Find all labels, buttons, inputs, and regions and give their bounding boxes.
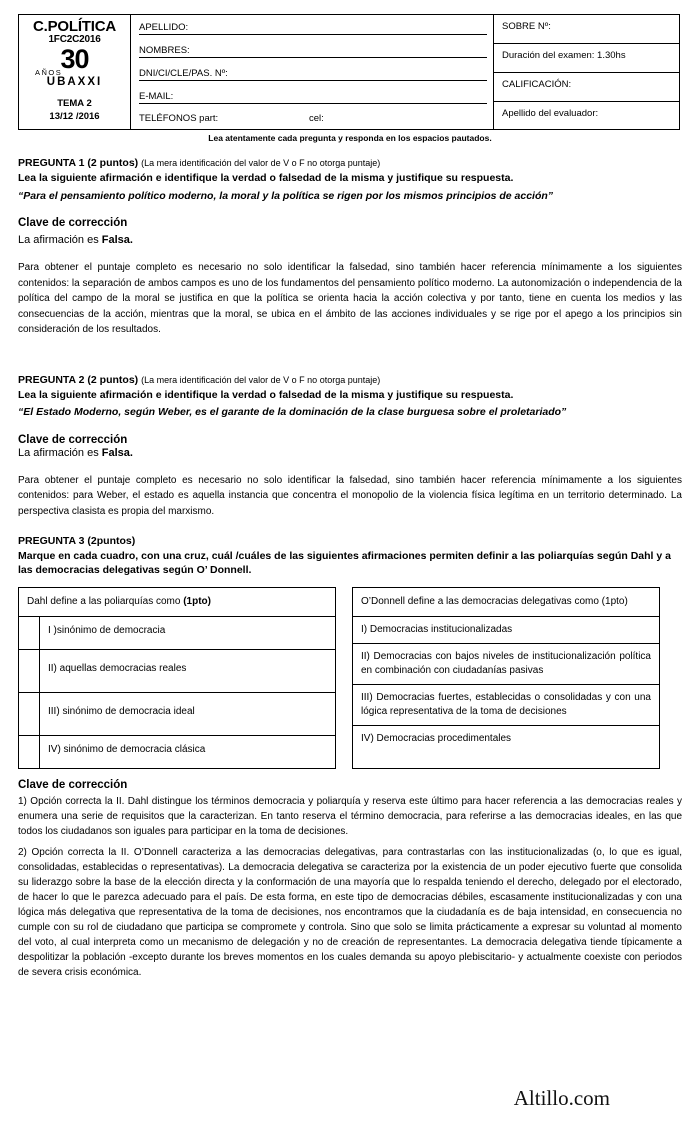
dahl-checkbox-2[interactable] bbox=[19, 650, 40, 692]
field-apellido-label: APELLIDO: bbox=[139, 22, 189, 33]
dahl-option-2[interactable] bbox=[19, 650, 335, 693]
odonnell-option-3[interactable] bbox=[353, 685, 659, 726]
spacer-1 bbox=[18, 354, 682, 374]
question-2-heading bbox=[18, 374, 682, 386]
question-3-tables bbox=[18, 587, 682, 769]
question-1-verdict-value: Falsa. bbox=[101, 234, 133, 247]
dahl-table-header-points: (1pto) bbox=[183, 596, 211, 608]
question-2-instruction: Lea la siguiente afirmación e identifique la verdad o falsedad de la misma y justifique su respuesta. bbox=[18, 388, 514, 401]
dahl-option-4[interactable] bbox=[19, 736, 335, 768]
odonnell-option-1[interactable] bbox=[353, 617, 659, 644]
watermark: Altillo.com bbox=[513, 1086, 610, 1110]
question-2-verdict bbox=[18, 447, 682, 459]
header-admin-fields bbox=[494, 15, 679, 129]
field-duracion: Duración del examen: 1.30hs bbox=[494, 44, 679, 73]
question-1-note: (La mera identificación del valor de V o F no otorga puntaje) bbox=[141, 158, 381, 169]
question-3-title: PREGUNTA 3 (2puntos) bbox=[18, 535, 136, 548]
header-logo-cell bbox=[19, 15, 131, 129]
dahl-table-header bbox=[19, 588, 335, 617]
question-1-verdict-pre: La afirmación es bbox=[18, 234, 102, 247]
field-celular-label: cel: bbox=[309, 113, 324, 125]
question-2-title: PREGUNTA 2 (2 puntos) bbox=[18, 373, 139, 386]
question-3-heading bbox=[18, 535, 682, 547]
dahl-checkbox-1[interactable] bbox=[19, 617, 40, 649]
question-3-answer-2: 2) Opción correcta la II. O’Donnell caracteriza a las democracias delegativas, para contrastarlas con las institucionalizadas (o, lo que es igual, consolidadas, establecidas o representativas). La democracia delegativa se caracteriza por la existencia de un poder ejecutivo fuerte que consolida su liderazgo sobre la base de la elección directa y la conformación de una mayoría que lo respalda teniendo el derecho, delegado por el electorado, de hacer lo que le parezca adecuado para el país. De esta forma, en este tipo de democracias débiles, escasamente institucionalizadas y con una lógica más delegativa que representativa de la toma de decisiones, nos encontramos que la ciudadanía es de baja intensidad, en consecuencia no cumple con su rol de ciudadano que participa se compromete y controla. Sino que solo se limita prácticamente a expresar su voluntad al momento del voto, al cual interpreta como un mecanismo de delegación y no de creación de representantes. La democracia delegativa tiende típicamente a despolitizar la población -excepto durante los breves momentos en los cuales demanda su apoyo plebiscitario- y actualmente coexiste con periodos de severa crisis económica. bbox=[18, 846, 682, 978]
field-telefonos-label: TELÉFONOS part: bbox=[139, 113, 219, 125]
dahl-table-header-text: Dahl define a las poliarquías como bbox=[27, 596, 184, 608]
brand-name: UBAXXI bbox=[46, 76, 103, 89]
anniversary-label: AÑOS bbox=[35, 67, 63, 77]
anniversary-number: 30 bbox=[60, 43, 89, 74]
dahl-checkbox-3[interactable] bbox=[19, 693, 40, 735]
field-documento[interactable] bbox=[139, 65, 487, 81]
dahl-option-2-label: II) aquellas democracias reales bbox=[48, 662, 187, 674]
question-1-block bbox=[18, 157, 682, 337]
odonnell-option-3-label: III) Democracias fuertes, establecidas o consolidadas y con una lógica representativa de la toma de decisiones bbox=[361, 691, 651, 717]
odonnell-option-2-label: II) Democracias con bajos niveles de institucionalización política en combinación con ciudadanías pasivas bbox=[361, 650, 651, 676]
question-1-answer: Para obtener el puntaje completo es necesario no solo identificar la falsedad, sino también hacer referencia mínimamente a los siguientes contenidos: la separación de ambos campos es uno de los fundamentos del pensamiento político moderno. La autonomización o independencia de la política del campo de la moral se justifica en que la política se orienta hacia la acción colectiva y por tanto, tiene en cuenta los medios y las consecuencias de la acción, mientras que la moral, se ubica en el ámbito de las acciones individuales y se rige por el apego a los principios sin consideración de los resultados. bbox=[18, 262, 682, 336]
question-2-statement: “El Estado Moderno, según Weber, es el garante de la dominación de la clase burguesa sobre el proletariado” bbox=[18, 405, 567, 418]
field-email[interactable] bbox=[139, 88, 487, 104]
odonnell-table-header: O’Donnell define a las democracias delegativas como (1pto) bbox=[353, 588, 659, 617]
field-nombres-label: NOMBRES: bbox=[139, 44, 190, 56]
question-3-answer-1: 1) Opción correcta la II. Dahl distingue los términos democracia y poliarquía y reserva este último para hacer referencia a las democracias reales y enumera una serie de requisitos que la caracterizan. En tanto reserva el término democracia, para referirse a las democracias ideales, en las que todos los ciudadanos son iguales para participar en la toma de decisiones. bbox=[18, 795, 682, 837]
field-apellido[interactable] bbox=[139, 19, 487, 35]
course-title: C.POLÍTICA bbox=[33, 18, 116, 35]
question-2-block bbox=[18, 374, 682, 519]
odonnell-option-4-label: IV) Democracias procedimentales bbox=[361, 732, 512, 744]
question-2-answer: Para obtener el puntaje completo es necesario no solo identificar la falsedad, sino también hacer referencia mínimamente a los siguientes contenidos: para Weber, el estado es aquella instancia que concentra el monopolio de la violencia física legítima en un territorio determinado. La perspectiva clasista es propia del marxismo. bbox=[18, 474, 682, 517]
dahl-table bbox=[18, 587, 336, 769]
dahl-checkbox-4[interactable] bbox=[19, 736, 40, 768]
odonnell-option-4[interactable] bbox=[353, 726, 659, 752]
question-1-title: PREGUNTA 1 (2 puntos) bbox=[18, 157, 139, 170]
odonnell-option-2[interactable] bbox=[353, 644, 659, 685]
question-1-instruction: Lea la siguiente afirmación e identifique la verdad o falsedad de la misma y justifique su respuesta. bbox=[18, 172, 514, 185]
dahl-option-3[interactable] bbox=[19, 693, 335, 736]
question-3-clave-label: Clave de corrección bbox=[18, 778, 128, 791]
dahl-option-1[interactable] bbox=[19, 617, 335, 650]
dahl-option-1-label: I )sinónimo de democracia bbox=[48, 624, 166, 636]
exam-date: 13/12 /2016 bbox=[49, 110, 100, 122]
question-1-heading bbox=[18, 157, 682, 169]
odonnell-option-1-label: I) Democracias institucionalizadas bbox=[361, 623, 513, 635]
question-3-instruction: Marque en cada cuadro, con una cruz, cuál /cuáles de las siguientes afirmaciones permiten definir a las poliarquías según Dahl y a las democracias delegativas según O’ Donnell. bbox=[18, 550, 671, 577]
instructions-note: Lea atentamente cada pregunta y responda en los espacios pautados. bbox=[208, 133, 492, 144]
odonnell-table bbox=[352, 587, 660, 769]
course-code: 1FC2C2016 bbox=[48, 33, 101, 45]
dahl-option-4-label: IV) sinónimo de democracia clásica bbox=[48, 743, 206, 755]
question-1-clave-label: Clave de corrección bbox=[18, 217, 128, 230]
field-telefonos[interactable] bbox=[139, 110, 487, 126]
header-student-fields bbox=[131, 15, 494, 129]
field-sobre[interactable]: SOBRE Nº: bbox=[494, 15, 679, 44]
exam-header-table bbox=[18, 14, 680, 130]
question-2-verdict-value: Falsa. bbox=[101, 446, 133, 459]
question-3-block bbox=[18, 535, 682, 980]
dahl-option-3-label: III) sinónimo de democracia ideal bbox=[48, 705, 195, 717]
field-email-label: E-MAIL: bbox=[139, 90, 174, 102]
field-documento-label: DNI/CI/CLE/PAS. Nº: bbox=[139, 67, 228, 79]
exam-tema: TEMA 2 bbox=[57, 97, 92, 109]
question-2-note: (La mera identificación del valor de V o F no otorga puntaje) bbox=[141, 374, 381, 385]
field-evaluador[interactable]: Apellido del evaluador: bbox=[502, 107, 599, 119]
question-2-clave-label: Clave de corrección bbox=[18, 433, 128, 446]
anniversary-logo bbox=[23, 43, 126, 89]
field-nombres[interactable] bbox=[139, 42, 487, 58]
question-1-statement: “Para el pensamiento político moderno, la moral y la política se rigen por los mismos principios de acción” bbox=[18, 189, 554, 202]
question-2-verdict-pre: La afirmación es bbox=[18, 446, 102, 459]
question-1-verdict bbox=[18, 234, 682, 246]
field-calificacion[interactable]: CALIFICACIÓN: bbox=[494, 73, 679, 102]
